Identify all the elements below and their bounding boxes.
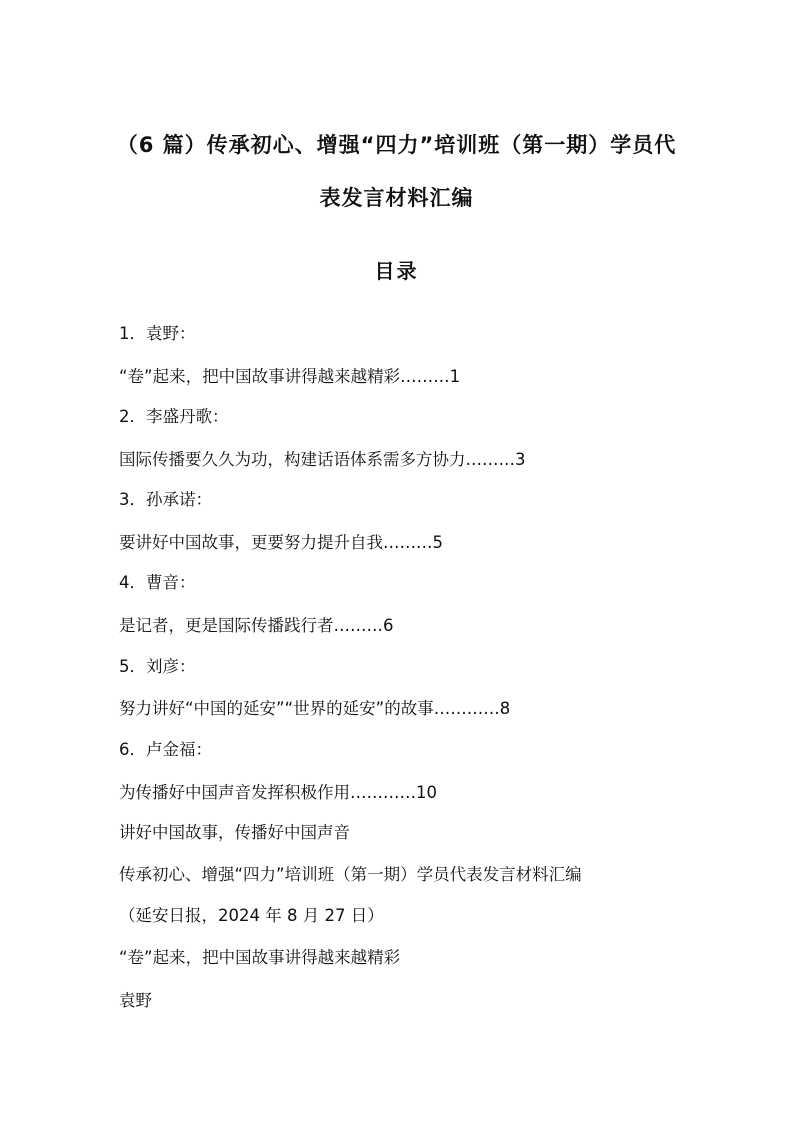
document-title-line-1: （6 篇）传承初心、增强“四力”培训班（第一期）学员代 [116, 133, 677, 157]
toc-item-3-author: 3．孙承诺： [119, 490, 212, 509]
toc-item-1-title: “卷”起来，把中国故事讲得越来越精彩………1 [119, 367, 461, 386]
body-line-5: 袁野 [119, 991, 152, 1010]
toc-item-4-author: 4．曹音： [119, 573, 196, 592]
body-line-3: （延安日报，2024 年 8 月 27 日） [119, 906, 384, 925]
toc-item-5-author: 5．刘彦： [119, 657, 196, 676]
toc-item-6-title: 为传播好中国声音发挥积极作用…………10 [119, 783, 437, 802]
body-line-4: “卷”起来，把中国故事讲得越来越精彩 [119, 948, 401, 967]
toc-item-2-title: 国际传播要久久为功，构建话语体系需多方协力………3 [119, 450, 526, 469]
toc-item-4-title: 是记者，更是国际传播践行者………6 [119, 616, 394, 635]
toc-item-1-author: 1．袁野： [119, 324, 196, 343]
body-line-1: 讲好中国故事，传播好中国声音 [119, 823, 350, 842]
document-title-line-2: 表发言材料汇编 [319, 186, 474, 210]
toc-item-3-title: 要讲好中国故事，更要努力提升自我………5 [119, 533, 443, 552]
toc-item-5-title: 努力讲好“中国的延安”“世界的延安”的故事…………8 [119, 699, 511, 718]
body-line-2: 传承初心、增强“四力”培训班（第一期）学员代表发言材料汇编 [119, 865, 582, 884]
toc-heading: 目录 [374, 259, 419, 283]
toc-item-2-author: 2．李盛丹歌： [119, 407, 229, 426]
toc-item-6-author: 6．卢金福： [119, 740, 212, 759]
